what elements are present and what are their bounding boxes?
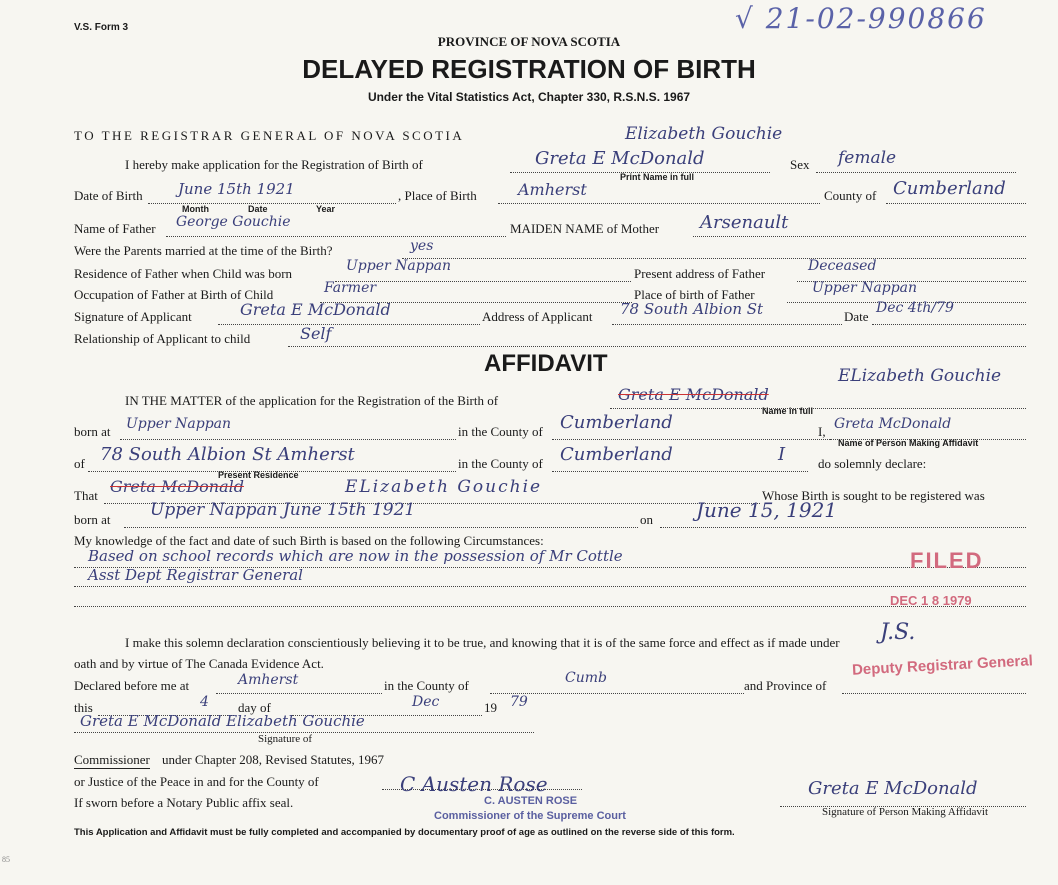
filed-date-stamp: DEC 1 8 1979: [890, 593, 972, 608]
page-title: DELAYED REGISTRATION OF BIRTH: [302, 54, 756, 84]
registrar-signature: J.S.: [880, 620, 916, 645]
that-label: That: [74, 488, 98, 503]
day-of-label: day of: [238, 700, 271, 715]
date-label: Date: [248, 204, 268, 214]
birthplace-father-label: Place of birth of Father: [634, 287, 755, 302]
married-label: Were the Parents married at the time of the Birth?: [74, 243, 333, 258]
married-value: yes: [410, 238, 434, 254]
matter-name: Greta E McDonald: [618, 385, 769, 404]
commissioner-label: Commissioner: [74, 752, 150, 767]
county-label: County of: [824, 188, 877, 203]
declare-label: do solemnly declare:: [818, 456, 927, 471]
affiant-signature: Greta E McDonald: [808, 778, 978, 799]
date-signed-value: Dec 4th/79: [876, 300, 954, 316]
place-label: , Place of Birth: [398, 188, 477, 203]
commissioner-signature: C Austen Rose: [400, 772, 548, 796]
commissioner-stamp-title: Commissioner of the Supreme Court: [434, 810, 626, 822]
affidavit-heading: AFFIDAVIT: [484, 350, 608, 377]
form-number: V.S. Form 3: [74, 22, 129, 33]
knowledge-label: My knowledge of the fact and date of such Birth is based on the following Circumstances:: [74, 533, 544, 548]
page-subtitle: Under the Vital Statistics Act, Chapter 330, R.S.N.S. 1967: [367, 90, 691, 104]
signature-line-value: Greta E McDonald Elizabeth Gouchie: [80, 712, 365, 730]
relationship-label: Relationship of Applicant to child: [74, 331, 251, 346]
solemn-declaration-1: I make this solemn declaration conscientiously believing it to be true, and knowing that it is of the same force and effect as if made under: [125, 635, 840, 650]
county2-suffix: I: [778, 444, 786, 465]
in-county2-label: in the County of: [458, 456, 543, 471]
make-application-label: I hereby make application for the Registration of Birth of: [125, 157, 423, 172]
dob-value: June 15th 1921: [178, 180, 295, 198]
of-label: of: [74, 456, 85, 471]
month-value: Dec: [412, 694, 440, 710]
declared-label: Declared before me at: [74, 678, 190, 693]
place-value: Amherst: [518, 180, 587, 199]
birthplace-father-value: Upper Nappan: [812, 280, 918, 296]
year-label: Year: [316, 204, 336, 214]
occupation-label: Occupation of Father at Birth of Child: [74, 287, 274, 302]
chapter-label: under Chapter 208, Revised Statutes, 1967: [162, 752, 385, 767]
notary-label: If sworn before a Notary Public affix seal.: [74, 795, 294, 810]
circumstance-1: Based on school records which are now in the possession of Mr Cottle: [88, 547, 623, 565]
commissioner-stamp-name: C. AUSTEN ROSE: [484, 795, 578, 807]
matter-label: IN THE MATTER of the application for the Registration of the Birth of: [125, 393, 499, 408]
that-amended: ELizabeth Gouchie: [345, 477, 543, 497]
margin-mark: 85: [2, 855, 10, 864]
sex-line: [816, 172, 1016, 173]
year-suffix: 79: [510, 694, 528, 710]
year-prefix: 19: [484, 700, 497, 715]
relationship-value: Self: [300, 324, 332, 343]
father-value: George Gouchie: [176, 214, 291, 230]
on-date-value: June 15, 1921: [696, 498, 838, 522]
file-number: √ 21-02-990866: [735, 2, 987, 35]
signature-of-label: Signature of: [258, 733, 313, 745]
whose-label: Whose Birth is sought to be registered was: [762, 488, 985, 503]
child-name: Greta E McDonald: [535, 148, 705, 169]
father-label: Name of Father: [74, 221, 156, 236]
county-value: Cumberland: [893, 178, 1006, 199]
address-applicant-label: Address of Applicant: [482, 309, 593, 324]
residence-value: 78 South Albion St Amherst: [100, 444, 355, 465]
sex-value: female: [838, 148, 897, 168]
dob-label: Date of Birth: [74, 188, 143, 203]
month-label: Month: [182, 204, 209, 214]
mother-maiden-value: Arsenault: [700, 212, 789, 233]
on-label: on: [640, 512, 653, 527]
footer-note: This Application and Affidavit must be fully completed and accompanied by documentary proof of age as outlined on the reverse side of this form.: [74, 827, 735, 838]
address-applicant-value: 78 South Albion St: [620, 300, 764, 318]
name-full-label: Name in full: [762, 406, 814, 416]
sig-applicant-label: Signature of Applicant: [74, 309, 192, 324]
present-address-label: Present address of Father: [634, 266, 766, 281]
res-father-value: Upper Nappan: [346, 258, 452, 274]
solemn-declaration-2: oath and by virtue of The Canada Evidence Act.: [74, 656, 324, 671]
i-label: I,: [818, 424, 826, 439]
present-address-value: Deceased: [808, 258, 877, 274]
person-label: Name of Person Making Affidavit: [838, 438, 979, 448]
province-heading: PROVINCE OF NOVA SCOTIA: [437, 34, 621, 49]
sex-label: Sex: [790, 157, 810, 172]
that-name: Greta McDonald: [110, 477, 244, 496]
sig-applicant-value: Greta E McDonald: [240, 300, 391, 319]
in-county-label: in the County of: [458, 424, 543, 439]
date-signed-label: Date: [844, 309, 869, 324]
born-at2-label: born at: [74, 512, 111, 527]
county2-value: Cumberland: [560, 444, 673, 465]
province-label: and Province of: [744, 678, 827, 693]
this-label: this: [74, 700, 93, 715]
day-value: 4: [200, 694, 209, 710]
affiant-signature-label: Signature of Person Making Affidavit: [822, 806, 988, 818]
matter-amended: ELizabeth Gouchie: [838, 366, 1002, 386]
county1-value: Cumberland: [560, 412, 673, 433]
born-at-value: Upper Nappan: [126, 416, 232, 432]
declared-at-value: Amherst: [238, 672, 299, 688]
to-registrar: TO THE REGISTRAR GENERAL OF NOVA SCOTIA: [74, 128, 465, 143]
born-at2-value: Upper Nappan June 15th 1921: [150, 500, 416, 520]
in-county3-label: in the County of: [384, 678, 469, 693]
person-name: Greta McDonald: [834, 416, 952, 432]
county3-value: Cumb: [565, 670, 607, 686]
maiden-label: MAIDEN NAME of Mother: [510, 221, 660, 236]
amended-name: Elizabeth Gouchie: [625, 124, 783, 144]
present-res-label: Present Residence: [218, 470, 299, 480]
filed-stamp: FILED: [910, 548, 984, 573]
deputy-stamp: Deputy Registrar General: [851, 652, 1034, 679]
res-father-label: Residence of Father when Child was born: [74, 266, 293, 281]
print-name-label: Print Name in full: [620, 172, 695, 182]
justice-label: or Justice of the Peace in and for the County of: [74, 774, 319, 789]
occupation-value: Farmer: [324, 280, 377, 296]
circumstance-2: Asst Dept Registrar General: [88, 566, 303, 584]
born-at-label: born at: [74, 424, 111, 439]
